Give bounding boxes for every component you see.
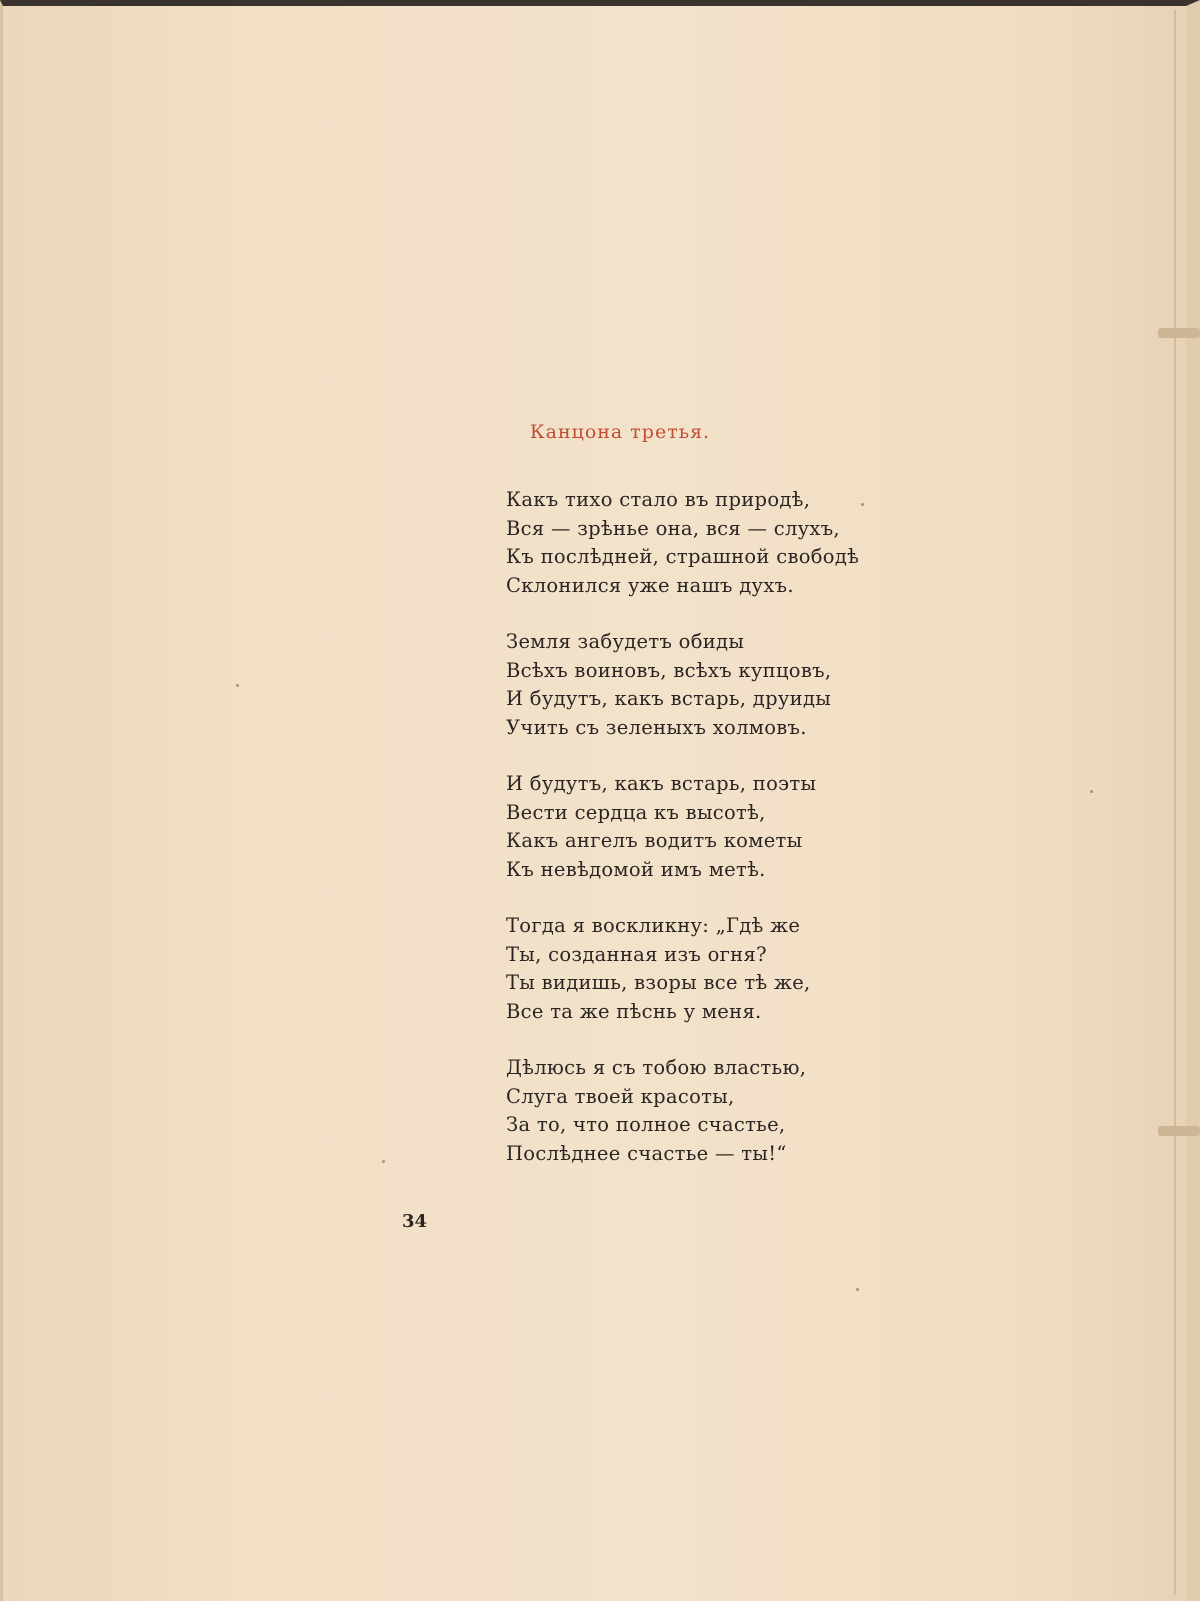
paper-speck bbox=[1090, 790, 1093, 793]
poem-line: И будутъ, какъ встарь, поэты bbox=[506, 772, 817, 795]
binding-notch bbox=[1158, 328, 1200, 338]
poem-line: Къ невѣдомой имъ метѣ. bbox=[506, 857, 766, 881]
stanza-2 bbox=[506, 628, 859, 742]
poem-line: Какъ ангелъ водитъ кометы bbox=[506, 829, 803, 852]
poem-line: Все та же пѣснь у меня. bbox=[506, 999, 762, 1023]
poem-line: Вся — зрѣнье она, вся — слухъ, bbox=[506, 516, 840, 540]
poem-line: Послѣднее счастье — ты!“ bbox=[506, 1141, 787, 1165]
stanza-3 bbox=[506, 770, 859, 884]
poem-line: И будутъ, какъ встарь, друиды bbox=[506, 687, 832, 710]
stanza-1 bbox=[506, 486, 859, 600]
poem-line: Къ послѣдней, страшной свободѣ bbox=[506, 545, 860, 568]
paper-speck bbox=[382, 1160, 385, 1163]
poem-line: Ты, созданная изъ огня? bbox=[506, 942, 767, 966]
paper-speck bbox=[236, 684, 239, 687]
poem-line: Всѣхъ воиновъ, всѣхъ купцовъ, bbox=[506, 658, 832, 682]
poem-line: Склонился уже нашъ духъ. bbox=[506, 573, 794, 597]
poem-title: Канцона третья. bbox=[529, 421, 711, 443]
poem-line: Тогда я воскликну: „Гдѣ же bbox=[506, 914, 801, 937]
page-edge bbox=[1174, 10, 1176, 1595]
paper-speck bbox=[861, 503, 864, 506]
poem-line: Слуга твоей красоты, bbox=[506, 1084, 735, 1108]
binding-notch bbox=[1158, 1126, 1200, 1136]
poem-line: Какъ тихо стало въ природѣ, bbox=[506, 488, 811, 511]
paper-speck bbox=[856, 1288, 859, 1291]
page-number: 34 bbox=[402, 1211, 428, 1232]
poem-line: Учить съ зеленыхъ холмовъ. bbox=[506, 715, 807, 739]
poem-line: Ты видишь, взоры все тѣ же, bbox=[506, 971, 811, 994]
stanza-5 bbox=[506, 1054, 859, 1168]
stanza-4 bbox=[506, 912, 859, 1026]
poem-line: Вести сердца къ высотѣ, bbox=[506, 800, 766, 824]
poem-line: Земля забудетъ обиды bbox=[506, 630, 745, 653]
poem-line: За то, что полное счастье, bbox=[506, 1113, 786, 1136]
poem-line: Дѣлюсь я съ тобою властью, bbox=[506, 1056, 807, 1079]
poem-body bbox=[506, 486, 859, 1196]
